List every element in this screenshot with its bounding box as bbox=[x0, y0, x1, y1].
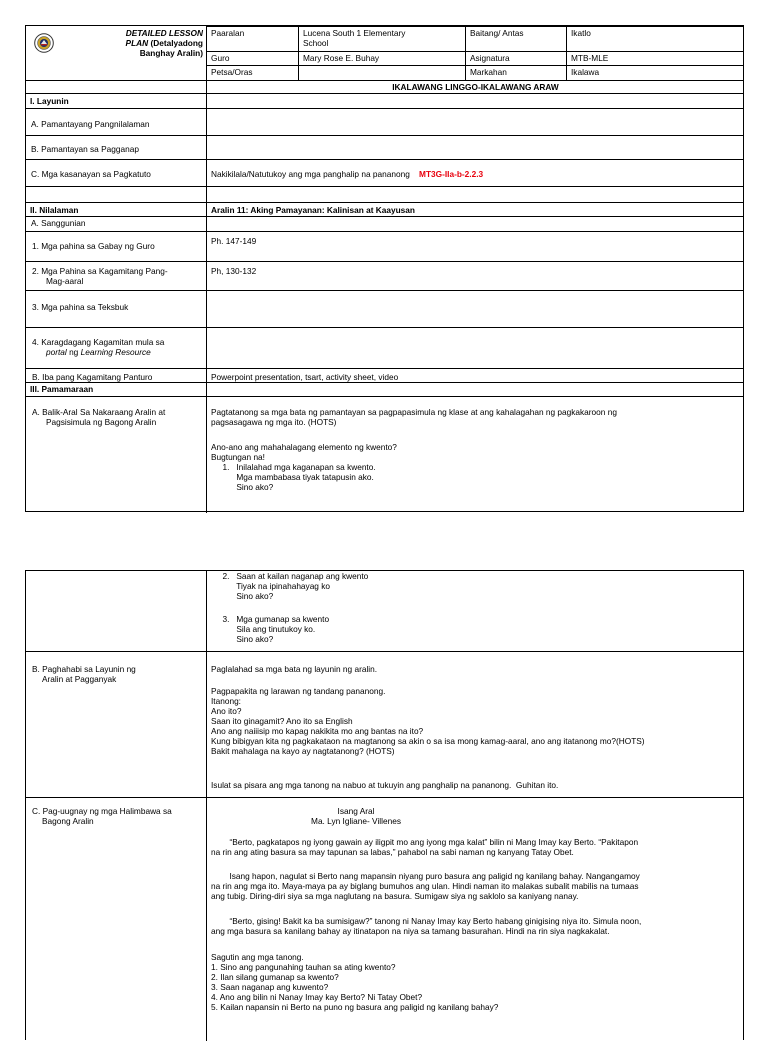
paghahabi-line: Pagpapakita ng larawan ng tandang pananong. bbox=[211, 686, 386, 696]
column-divider bbox=[566, 26, 567, 81]
column-divider bbox=[465, 26, 466, 81]
story-question: 3. Saan naganap ang kuwento? bbox=[211, 982, 329, 992]
balik-aral-line: pagsasagawa ng mga ito. (HOTS) bbox=[211, 417, 337, 427]
riddle-line: 2. Saan at kailan naganap ang kwento bbox=[211, 571, 369, 581]
sanggunian-label: A. Sanggunian bbox=[31, 218, 86, 228]
riddle-line: 3. Mga gumanap sa kwento bbox=[211, 614, 330, 624]
paghahabi-label: B. Paghahabi sa Layunin ng bbox=[32, 664, 136, 674]
story-line: “Berto, gising! Bakit ka ba sumisigaw?” tanong ni Nanay Imay kay Berto habang ginigising niya ito. Simula noon, bbox=[211, 916, 642, 926]
deped-seal-icon bbox=[34, 33, 54, 53]
paguugnay-label: C. Pag-uugnay ng mga Halimbawa sa bbox=[32, 806, 172, 816]
baitang-value: Ikatlo bbox=[571, 28, 591, 38]
story-line: ang tubig. Diring-diri siya sa mga naglutang na basura. Sumigaw siya ng saklolo sa kaniyang nanay. bbox=[211, 891, 579, 901]
lesson-plan-title-line1: DETAILED LESSON bbox=[125, 28, 203, 38]
story-line: na rin ang mga ito. Maya-maya pa ay biglang bumuhos ang ulan. Hindi naman ito malakas subalit mabilis na tumaas bbox=[211, 881, 639, 891]
pamantayan-pagganap-label: B. Pamantayan sa Pagganap bbox=[31, 144, 139, 154]
guro-value: Mary Rose E. Buhay bbox=[303, 53, 380, 63]
paghahabi-line: Itanong: bbox=[211, 696, 241, 706]
story-line: na rin ang ating basura sa may tapunan sa labas,” pahabol na sabi naman ng kanyang Tatay Obet. bbox=[211, 847, 574, 857]
teksbuk-label: 3. Mga pahina sa Teksbuk bbox=[32, 302, 129, 312]
riddle-line: Sino ako? bbox=[211, 591, 274, 601]
karagdagang-kagamitan-label-cont: portal ng Learning Resource bbox=[46, 347, 151, 357]
kagamitan-value: Ph, 130-132 bbox=[211, 266, 257, 276]
balik-aral-label: A. Balik-Aral Sa Nakaraang Aralin at bbox=[32, 407, 166, 417]
gabay-guro-label: 1. Mga pahina sa Gabay ng Guro bbox=[32, 241, 155, 251]
competency-code: MT3G-IIa-b-2.2.3 bbox=[419, 169, 484, 179]
pamantayang-pangnilalaman-label: A. Pamantayang Pangnilalaman bbox=[31, 119, 150, 129]
kasanayan-label: C. Mga kasanayan sa Pagkatuto bbox=[31, 169, 151, 179]
balik-aral-line: Mga mambabasa tiyak tatapusin ako. bbox=[211, 472, 374, 482]
iba-kagamitan-value: Powerpoint presentation, tsart, activity sheet, video bbox=[211, 372, 399, 382]
baitang-label: Baitang/ Antas bbox=[470, 28, 524, 38]
story-line: Isang hapon, nagulat si Berto nang mapansin niyang puro basura ang paligid ng kanilang bahay. Nangangamoy bbox=[211, 871, 640, 881]
paaralan-value-cont: School bbox=[303, 38, 329, 48]
lesson-plan-page-1 bbox=[25, 25, 744, 512]
nilalaman-value: Aralin 11: Aking Pamayanan: Kalinisan at Kaayusan bbox=[211, 205, 415, 215]
story-title: Isang Aral bbox=[337, 806, 375, 816]
story-author: Ma. Lyn Igliane- Villenes bbox=[311, 816, 401, 826]
paghahabi-line: Ano ito? bbox=[211, 706, 242, 716]
nilalaman-heading: II. Nilalaman bbox=[30, 205, 79, 215]
riddle-line: Sila ang tinutukoy ko. bbox=[211, 624, 316, 634]
paghahabi-line: Paglalahad sa mga bata ng layunin ng aralin. bbox=[211, 664, 378, 674]
paaralan-label: Paaralan bbox=[211, 28, 245, 38]
iba-kagamitan-label: B. Iba pang Kagamitang Panturo bbox=[32, 372, 153, 382]
layunin-heading: I. Layunin bbox=[30, 96, 69, 106]
balik-aral-line: 1. Inilalahad mga kaganapan sa kwento. bbox=[211, 462, 376, 472]
pamamaraan-heading: III. Pamamaraan bbox=[30, 384, 94, 394]
markahan-label: Markahan bbox=[470, 67, 507, 77]
paghahabi-line: Kung bibigyan kita ng pagkakataon na magtanong sa akin o sa isa mong kamag-aaral, ano ang itatanong mo?(HOTS) bbox=[211, 736, 645, 746]
paghahabi-line: Saan ito ginagamit? Ano ito sa English bbox=[211, 716, 353, 726]
riddle-line: Tiyak na ipinahahayag ko bbox=[211, 581, 330, 591]
karagdagang-kagamitan-label: 4. Karagdagang Kagamitan mula sa bbox=[32, 337, 165, 347]
balik-aral-line: Ano-ano ang mahahalagang elemento ng kwento? bbox=[211, 442, 397, 452]
gabay-guro-value: Ph. 147-149 bbox=[211, 236, 257, 246]
guro-label: Guro bbox=[211, 53, 230, 63]
paghahabi-line: Bakit mahalaga na kayo ay nagtatanong? (HOTS) bbox=[211, 746, 395, 756]
paghahabi-line: Ano ang naiiisip mo kapag nakikita mo ang bantas na ito? bbox=[211, 726, 424, 736]
week-day-heading: IKALAWANG LINGGO-IKALAWANG ARAW bbox=[392, 82, 559, 92]
markahan-value: Ikalawa bbox=[571, 67, 600, 77]
story-question: 5. Kailan napansin ni Berto na puno ng basura ang paligid ng kanilang bahay? bbox=[211, 1002, 499, 1012]
paghahabi-label-cont: Aralin at Pagganyak bbox=[42, 674, 117, 684]
story-question: 1. Sino ang pangunahing tauhan sa ating kwento? bbox=[211, 962, 396, 972]
balik-aral-line: Bugtungan na! bbox=[211, 452, 265, 462]
column-divider bbox=[298, 26, 299, 81]
story-line: “Berto, pagkatapos ng iyong gawain ay iligpit mo ang iyong mga kalat” bilin ni Mang Imay kay Berto. “Pakitapon bbox=[211, 837, 639, 847]
lesson-plan-page-2 bbox=[25, 570, 744, 1040]
asignatura-value: MTB-MLE bbox=[571, 53, 609, 63]
column-divider bbox=[206, 26, 207, 513]
story-question-heading: Sagutin ang mga tanong. bbox=[211, 952, 304, 962]
balik-aral-label-cont: Pagsisimula ng Bagong Aralin bbox=[46, 417, 157, 427]
kagamitan-label-cont: Mag-aaral bbox=[46, 276, 84, 286]
lesson-plan-title-line3: Banghay Aralin) bbox=[139, 48, 203, 58]
paaralan-value: Lucena South 1 Elementary bbox=[303, 28, 406, 38]
story-line: ang mga basura sa kanilang bahay ay itinatapon na niya sa tamang basurahan. Hindi na rin siya nagkakalat. bbox=[211, 926, 610, 936]
paguugnay-label-cont: Bagong Aralin bbox=[42, 816, 94, 826]
paghahabi-line: Isulat sa pisara ang mga tanong na nabuo at tukuyin ang panghalip na pananong. Guhitan ito. bbox=[211, 780, 559, 790]
asignatura-label: Asignatura bbox=[470, 53, 510, 63]
kasanayan-value: Nakikilala/Natutukoy ang mga panghalip na pananong MT3G-IIa-b-2.2.3 bbox=[211, 169, 484, 179]
lesson-plan-title-line2: PLAN (Detalyadong bbox=[125, 38, 203, 48]
petsa-label: Petsa/Oras bbox=[211, 67, 253, 77]
balik-aral-line: Pagtatanong sa mga bata ng pamantayan sa pagpapasimula ng klase at ang kahalagahan ng pagkakaroon ng bbox=[211, 407, 617, 417]
story-question: 4. Ano ang bilin ni Nanay Imay kay Berto? Ni Tatay Obet? bbox=[211, 992, 423, 1002]
story-question: 2. Ilan silang gumanap sa kwento? bbox=[211, 972, 339, 982]
kagamitan-label: 2. Mga Pahina sa Kagamitang Pang- bbox=[32, 266, 168, 276]
balik-aral-line: Sino ako? bbox=[211, 482, 274, 492]
riddle-line: Sino ako? bbox=[211, 634, 274, 644]
